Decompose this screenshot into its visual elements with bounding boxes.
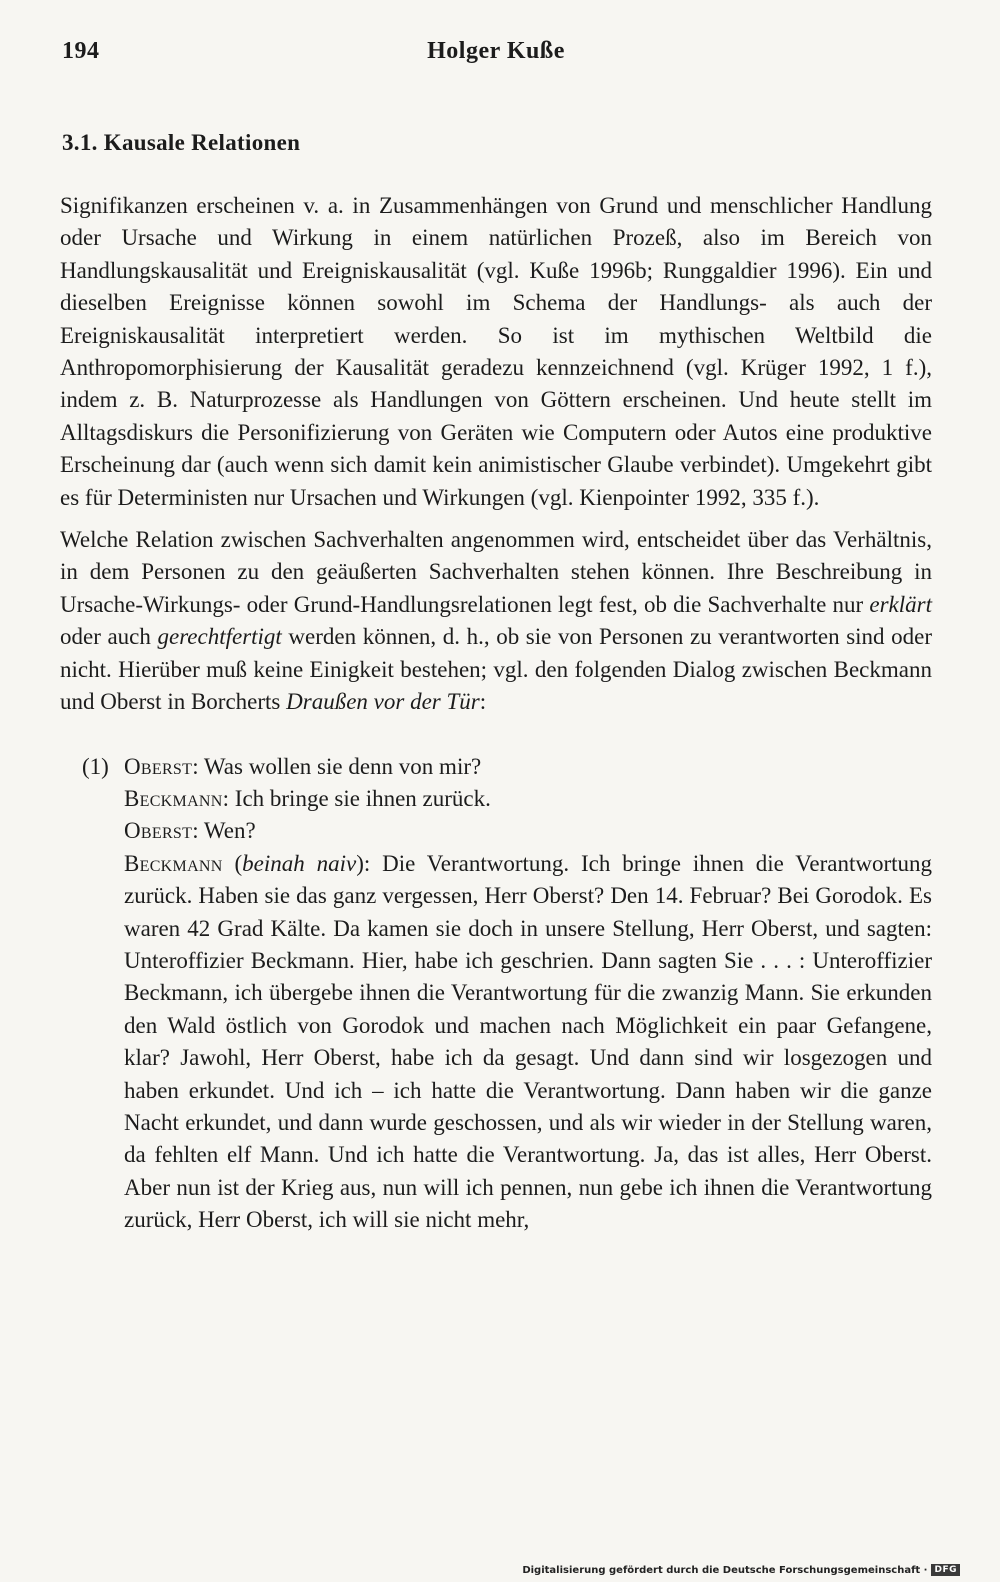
paragraph-2 [60,524,932,718]
speaker-name: Oberst [124,818,193,844]
paragraph-1: Signifikanzen erscheinen v. a. in Zusammenhängen von Grund und menschlicher Handlung oder Ursache und Wirkung in einem natürlichen Prozeß, also im Bereich von Handlungskausalität und Ereigniskausalität (vgl. Kuße 1996b; Runggaldier 1996). Ein und dieselben Ereignisse können sowohl im Schema der Handlungs- als auch der Ereigniskausalität interpretiert werden. So ist im mythischen Weltbild die Anthropomorphisierung der Kausalität geradezu kennzeichnend (vgl. Krüger 1992, 1 f.), indem z. B. Naturprozesse als Handlungen von Göttern erscheinen. Und heute stellt im Alltagsdiskurs die Personifizierung von Geräten wie Computern oder Autos eine produktive Erscheinung dar (auch wenn sich damit kein animistischer Glaube verbindet). Umgekehrt gibt es für Deterministen nur Ursachen und Wirkungen (vgl. Kienpointer 1992, 335 f.). [60,193,932,510]
stage-close: ): [356,850,383,876]
dialog-text: Die Verantwortung. Ich bringe ihnen die Verantwortung zurück. Haben sie das ganz vergessen, Herr Oberst? Den 14. Februar? Bei Gorodok. Es waren 42 Grad Kälte. Da kamen sie doch in unsere Stellung, Herr Oberst, und sagten: Unteroffizier Beckmann. Hier, habe ich geschrien. Dann sagten Sie . . . : Unteroffizier Beckmann, ich übergebe ihnen die Verantwortung für die zwanzig Mann. Sie erkunden den Wald östlich von Gorodok und machen nach Möglichkeit ein paar Gefangene, klar? Jawohl, Herr Oberst, habe ich da gesagt. Und dann sind wir losgezogen und haben erkundet. Und ich – ich hatte die Verantwortung. Dann haben wir die ganze Nacht erkundet, und dann wurde geschossen, und als wir wieder in der Stellung waren, da fehlten elf Mann. Und ich hatte die Verantwortung. Ja, das ist alles, Herr Oberst. Aber nun ist der Krieg aus, nun will ich pennen, nun gebe ich ihnen die Verantwortung zurück, Herr Oberst, ich will sie nicht mehr, [124,850,932,1233]
running-head: Holger Kuße [427,38,565,64]
paragraph-2-part-1: Welche Relation zwischen Sachverhalten angenommen wird, entscheidet über das Verhältnis, in dem Personen zu den geäußerten Sachverhalten stehen können. Ihre Beschreibung in Ursache-Wirkungs- oder Grund-Handlungsrelationen legt fest, ob die Sachverhalte nur [60,527,932,617]
page-number: 194 [62,38,100,64]
emphasis-erklaert: erklärt [869,591,932,617]
stage-open: ( [222,850,243,876]
speaker-name: Beckmann [124,850,223,876]
dialog-line-long [124,848,932,1237]
dialog-text: : Wen? [192,818,256,844]
credit-text: Digitalisierung gefördert durch die Deutsche Forschungsgemeinschaft · [522,1564,928,1576]
emphasis-gerechtfertigt: gerechtfertigt [157,624,282,650]
dialog-line [124,751,932,783]
example-number: (1) [82,753,109,779]
dialog-text: : Was wollen sie denn von mir? [192,753,482,779]
body-text [60,190,932,1237]
dialog-text: : Ich bringe sie ihnen zurück. [222,785,491,811]
dialog-line [124,815,932,847]
dfg-logo: DFG [931,1564,960,1576]
work-title: Draußen vor der Tür [286,689,480,715]
paragraph-2-part-2: oder auch [60,624,158,650]
speaker-name: Beckmann [124,785,223,811]
paragraph-2-part-3: werden können, d. h., ob sie von Personen zu verantworten sind oder nicht. Hierüber muß keine Einigkeit bestehen; vgl. den folgenden Dialog zwischen Beckmann und Oberst in Borcherts [60,624,932,715]
stage-direction: beinah naiv [242,850,357,876]
section-heading: 3.1. Kausale Relationen [62,130,301,155]
speaker-name: Oberst [124,753,193,779]
dialog-line [124,783,932,815]
page-header [62,38,930,70]
example-dialog [60,751,932,1237]
paragraph-2-end: : [479,689,487,715]
digitization-credit [522,1564,960,1576]
